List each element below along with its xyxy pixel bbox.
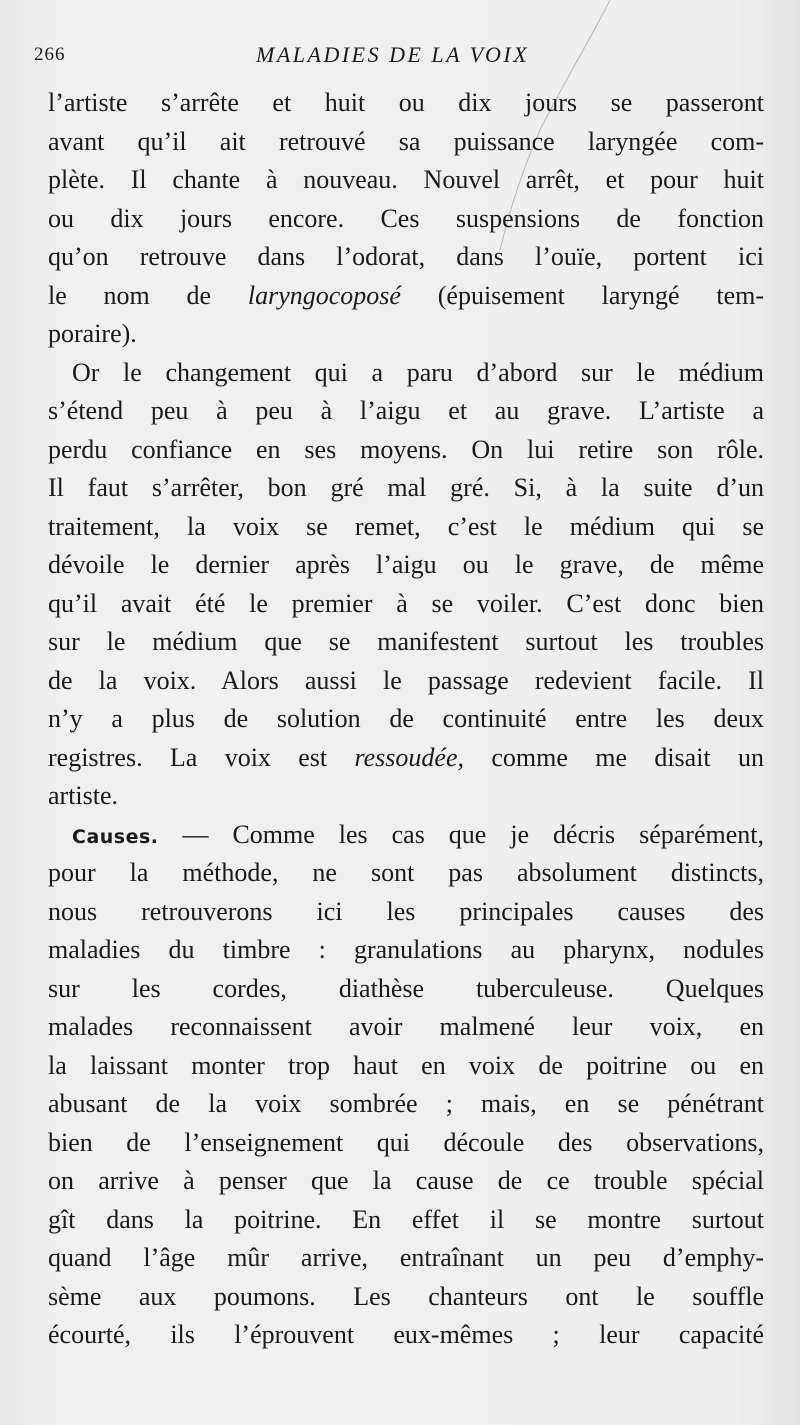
- line-text: avant qu’il ait retrouvé sa puissance laryngée com-: [48, 126, 764, 156]
- text-line: [48, 585, 764, 624]
- line-text: quand l’âge mûr arrive, entraînant un peu d’emphy-: [48, 1243, 764, 1272]
- line-text: Or le changement qui a paru d’abord sur le médium: [72, 357, 764, 387]
- text-line: [48, 777, 764, 816]
- text-line: [48, 1239, 764, 1278]
- page-number: 266: [34, 44, 66, 65]
- text-line: [48, 392, 764, 431]
- text-line: [48, 1047, 764, 1086]
- line-text: artiste.: [48, 781, 119, 810]
- text-line: [48, 161, 764, 200]
- line-text: n’y a plus de solution de continuité entre les deux: [48, 704, 764, 733]
- line-text: la laissant monter trop haut en voix de poitrine ou en: [48, 1050, 764, 1080]
- line-text: sur le médium que se manifestent surtout les troubles: [48, 627, 764, 656]
- text-line: [48, 354, 764, 393]
- text-line: [48, 1124, 764, 1163]
- text-line: [48, 123, 764, 162]
- text-line: [48, 816, 764, 855]
- text-line: [48, 1201, 764, 1240]
- text-line: [48, 1162, 764, 1201]
- line-text: ou dix jours encore. Ces suspensions de fonction: [48, 203, 764, 233]
- text-line: [48, 623, 764, 662]
- line-text: Il faut s’arrêter, bon gré mal gré. Si, à la suite d’un: [48, 473, 764, 502]
- page-header: [34, 40, 764, 70]
- line-text: dévoile le dernier après l’aigu ou le grave, de même: [48, 550, 764, 579]
- line-text: traitement, la voix se remet, c’est le médium qui se: [48, 511, 764, 541]
- text-line: [48, 277, 764, 316]
- line-text: — Comme les cas que je décris séparément,: [158, 819, 764, 849]
- line-text: écourté, ils l’éprouvent eux-mêmes ; leur capacité: [48, 1320, 764, 1349]
- text-line: [48, 662, 764, 701]
- line-text: plète. Il chante à nouveau. Nouvel arrêt, et pour huit: [48, 165, 764, 194]
- line-text: s’étend peu à peu à l’aigu et au grave. L’artiste a: [48, 396, 764, 425]
- text-line: [48, 238, 764, 277]
- section-label: Causes.: [72, 825, 159, 848]
- text-line: [48, 1316, 764, 1355]
- text-line: [48, 508, 764, 547]
- text-line: [48, 700, 764, 739]
- line-text: on arrive à penser que la cause de ce trouble spécial: [48, 1166, 764, 1195]
- line-text: comme me disait un: [464, 742, 764, 772]
- body-text: [48, 84, 764, 1355]
- line-text: malades reconnaissent avoir malmené leur voix, en: [48, 1012, 764, 1041]
- line-text: abusant de la voix sombrée ; mais, en se pénétrant: [48, 1089, 764, 1118]
- line-text: (épuisement laryngé tem-: [400, 280, 764, 310]
- line-text: nous retrouverons ici les principales causes des: [48, 896, 764, 926]
- text-line: [48, 1008, 764, 1047]
- text-line: [48, 315, 764, 354]
- line-text: pour la méthode, ne sont pas absolument distincts,: [48, 858, 764, 887]
- text-line: [48, 1085, 764, 1124]
- line-text: perdu confiance en ses moyens. On lui retire son rôle.: [48, 434, 764, 464]
- text-line: [48, 970, 764, 1009]
- line-text: qu’il avait été le premier à se voiler. C’est donc bien: [48, 588, 764, 618]
- line-text: bien de l’enseignement qui découle des observations,: [48, 1127, 764, 1157]
- text-line: [48, 893, 764, 932]
- line-text: qu’on retrouve dans l’odorat, dans l’ouïe, portent ici: [48, 242, 764, 271]
- running-title: MALADIES DE LA VOIX: [256, 42, 530, 67]
- text-line: [48, 431, 764, 470]
- text-line: [48, 931, 764, 970]
- line-text: sur les cordes, diathèse tuberculeuse. Quelques: [48, 973, 764, 1003]
- line-text: sème aux poumons. Les chanteurs ont le souffle: [48, 1281, 764, 1311]
- line-text: gît dans la poitrine. En effet il se montre surtout: [48, 1204, 764, 1234]
- text-line: [48, 200, 764, 239]
- text-line: [48, 739, 764, 778]
- italic-term: laryngocoposé: [247, 280, 401, 310]
- text-line: [48, 1278, 764, 1317]
- text-line: [48, 84, 764, 123]
- line-text: registres. La voix est: [48, 742, 355, 772]
- text-line: [48, 546, 764, 585]
- italic-term: ressoudée,: [354, 742, 464, 772]
- line-text: de la voix. Alors aussi le passage redevient facile. Il: [48, 665, 764, 695]
- line-text: l’artiste s’arrête et huit ou dix jours se passeront: [48, 88, 764, 117]
- line-text: le nom de: [48, 280, 248, 310]
- text-line: [48, 854, 764, 893]
- line-text: maladies du timbre : granulations au pharynx, nodules: [48, 935, 764, 964]
- text-line: [48, 469, 764, 508]
- line-text: poraire).: [48, 319, 137, 348]
